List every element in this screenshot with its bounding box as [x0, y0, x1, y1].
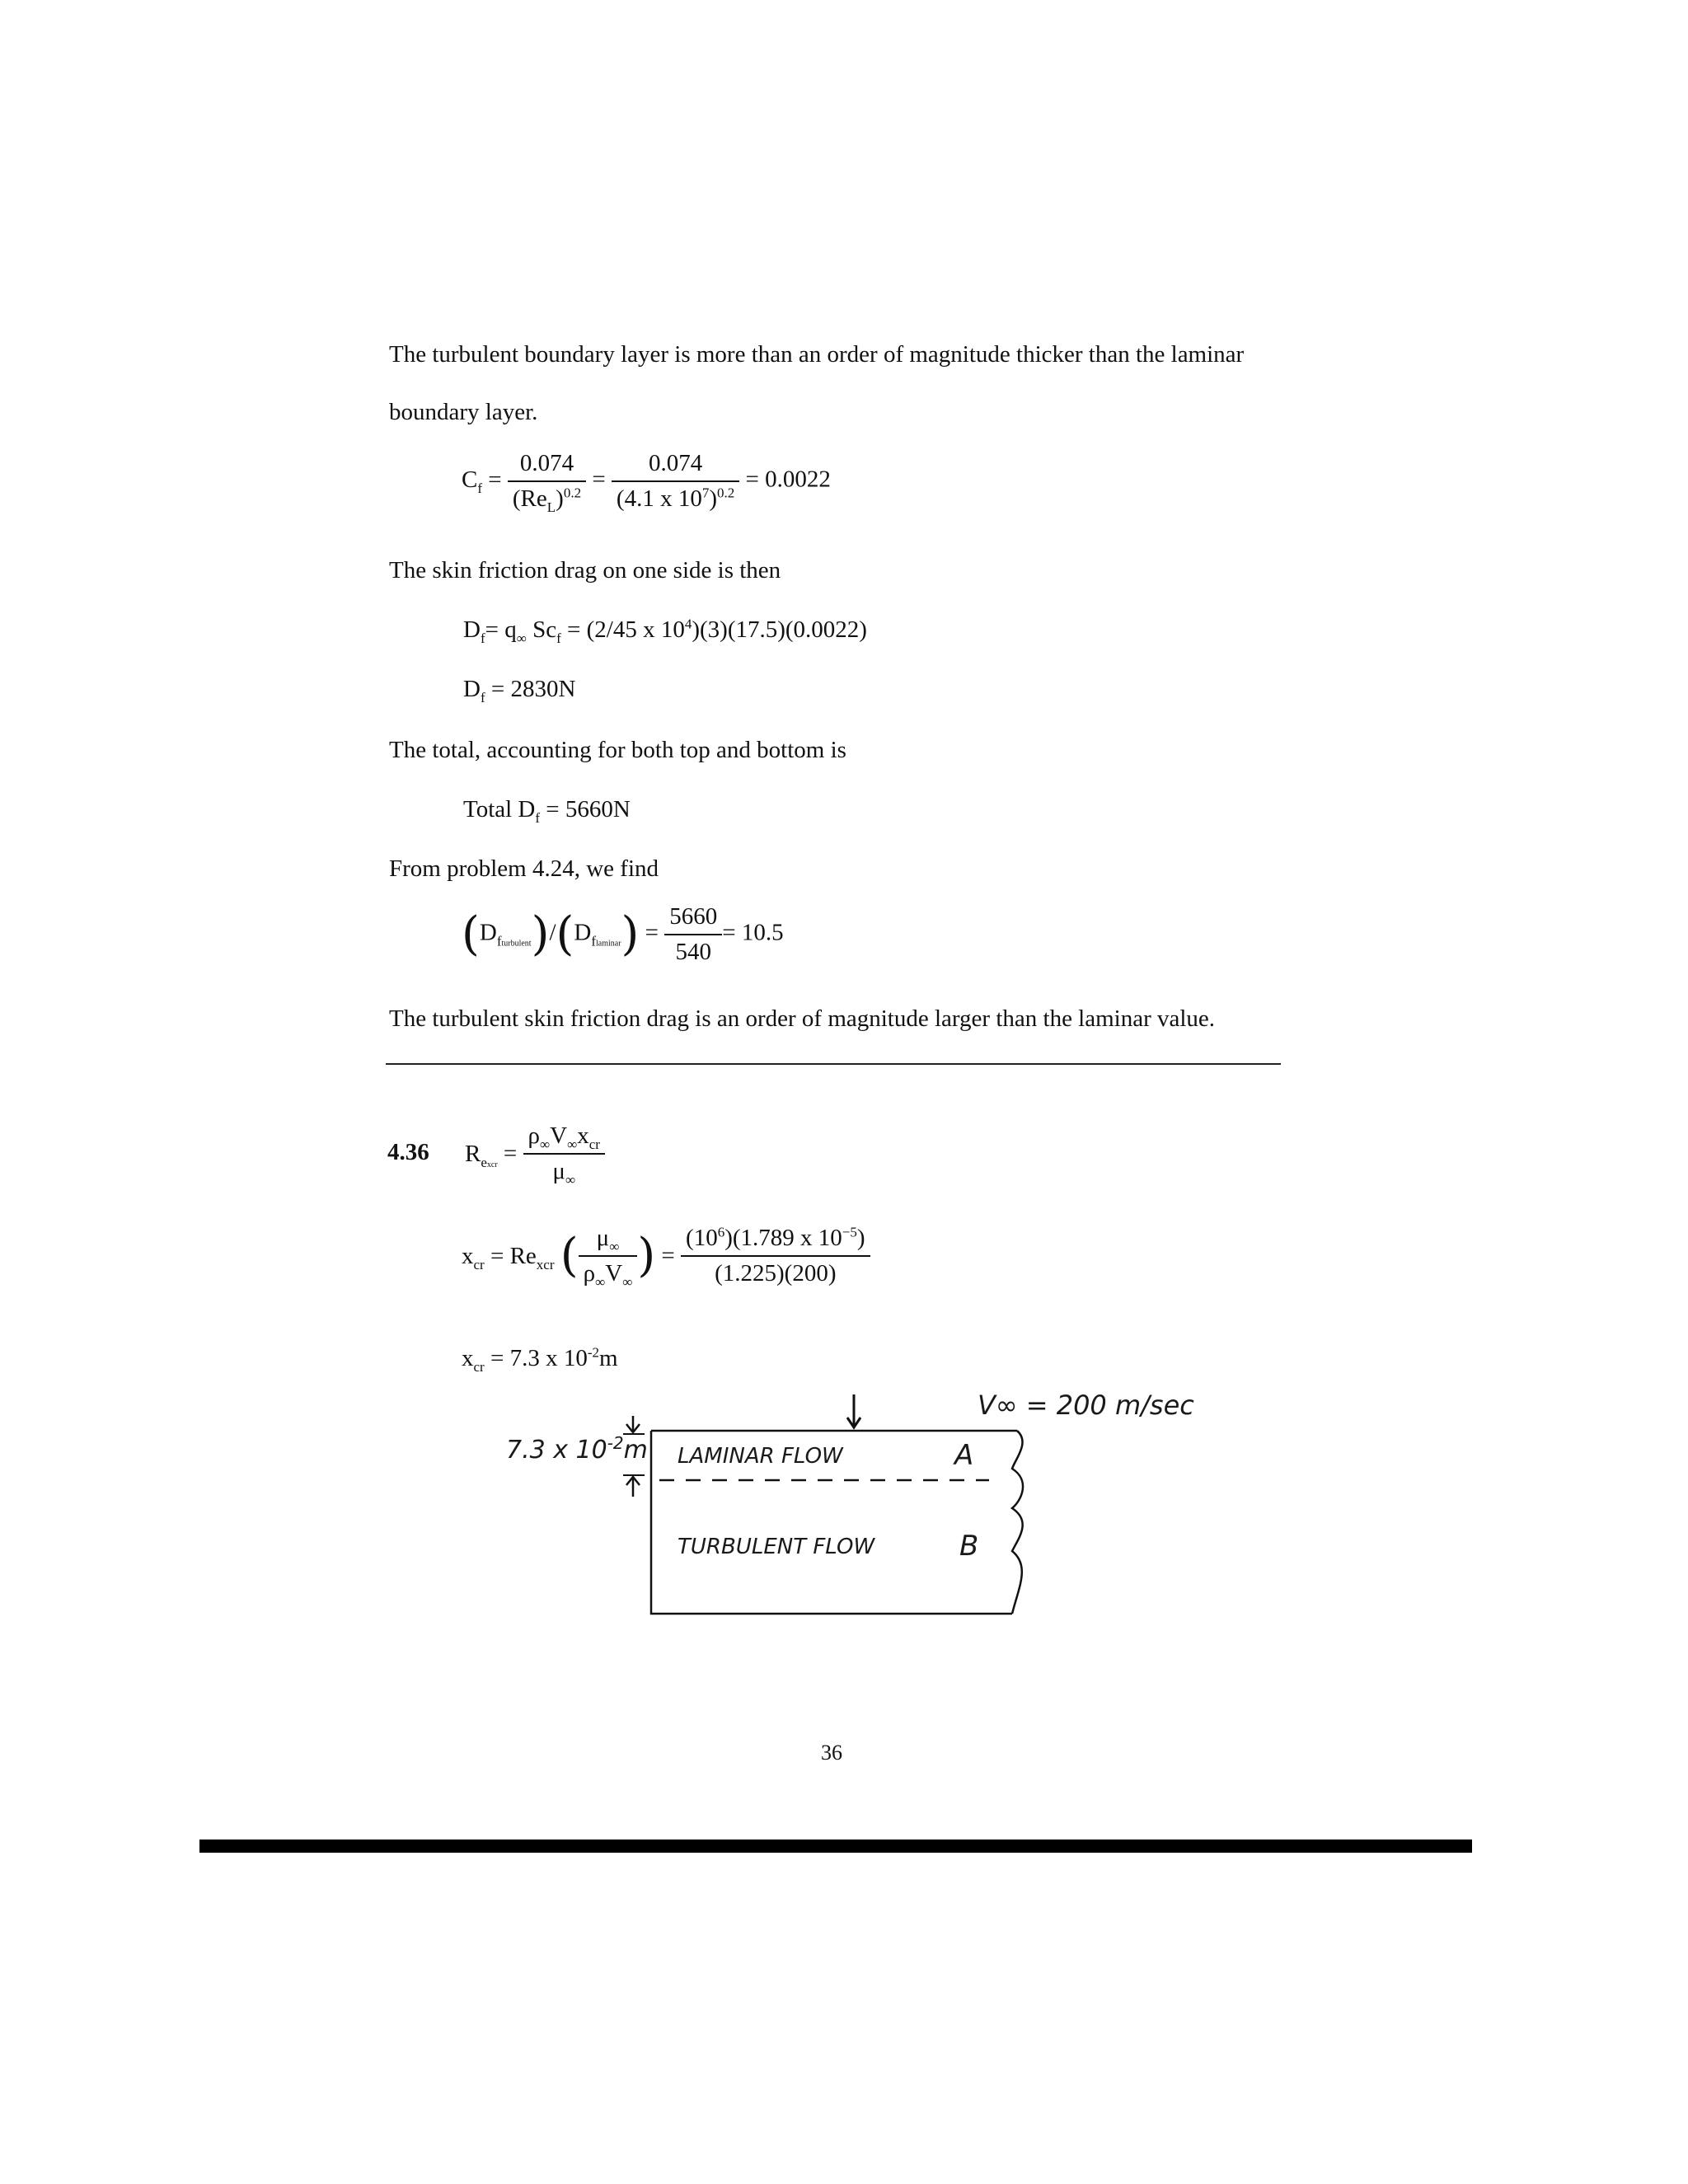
turbulent-flow-label: TURBULENT FLOW: [678, 1535, 875, 1559]
paragraph-line-1: The turbulent boundary layer is more than an order of magnitude thicker than the laminar: [389, 341, 1245, 368]
equation-xcr-result: $x_{cr} = 7.3$ x $10^{-2}m$: [462, 1344, 618, 1375]
laminar-letter: A: [954, 1439, 974, 1472]
equation-xcr: $x_{cr} = Re_{xcr}$ ( $\frac{\mu_\infty}{\rho_\infty V_\infty}$ ) = $\frac{(10^6)(1.789 x 10^{-5})}{(1.225)(200)}$: [462, 1226, 870, 1286]
ratio-fraction: $\frac{5660}{540}$: [664, 905, 722, 964]
total-intro: The total, accounting for both top and bottom is: [389, 737, 846, 763]
skin-friction-intro: The skin friction drag on one side is then: [389, 557, 781, 583]
bottom-bar: [199, 1840, 1472, 1853]
problem-number: 4.36: [387, 1139, 429, 1165]
thickness-label: 7.3 x $10^{-2}m$: [506, 1433, 648, 1465]
cf-fraction-1: $\frac{0.074}{(Re_L)^{0.2}}$: [508, 452, 586, 511]
turbulent-letter: B: [959, 1530, 979, 1563]
equation-df-result: $D_f = 2830N$: [463, 676, 576, 705]
wavy-edge: [1012, 1431, 1023, 1614]
equation-total: Total $D_f = 5660N$: [463, 796, 631, 826]
paragraph-line-2: boundary layer.: [389, 399, 538, 425]
reynolds-fraction: $\frac{\rho_\infty V_\infty x_{cr}}{\mu_\infty}$: [523, 1124, 605, 1183]
cf-result: = 0.0022: [745, 466, 831, 493]
conclusion-text: The turbulent skin friction drag is an order of magnitude larger than the laminar value.: [389, 1005, 1216, 1032]
velocity-label: V∞ = 200 m/sec: [978, 1390, 1194, 1421]
equation-ratio: $(D_{fturbulent})/(D_{flaminar})$ = $\frac{5660}{540}$ = 10.5: [462, 903, 784, 965]
section-divider: [386, 1063, 1281, 1065]
cf-fraction-2: $\frac{0.074}{(4.1 x 10^7)^{0.2}}$: [612, 452, 739, 511]
from-problem-text: From problem 4.24, we find: [389, 855, 659, 882]
laminar-flow-label: LAMINAR FLOW: [678, 1444, 843, 1469]
page-number: 36: [821, 1741, 842, 1765]
xcr-fraction: $\frac{(10^6)(1.789 x 10^{-5})}{(1.225)(200)}$: [681, 1226, 870, 1286]
equation-reynolds: $R_{excr}$ = $\frac{\rho_\infty V_\infty x_{cr}}{\mu_\infty}$: [465, 1124, 605, 1183]
equation-cf: $C_f$ = $\frac{0.074}{(Re_L)^{0.2}}$ = $\frac{0.074}{(4.1 x 10^7)^{0.2}}$ = 0.0022: [462, 450, 831, 515]
cf-lhs: $C_f$ =: [462, 466, 502, 496]
xcr-inner-fraction: $\frac{\mu_\infty}{\rho_\infty V_\infty}$: [579, 1226, 638, 1286]
equation-df: $D_f= q_\infty$ $Sc_f = (2/45$ x $10^4)(3)(17.5)(0.0022)$: [463, 616, 867, 646]
